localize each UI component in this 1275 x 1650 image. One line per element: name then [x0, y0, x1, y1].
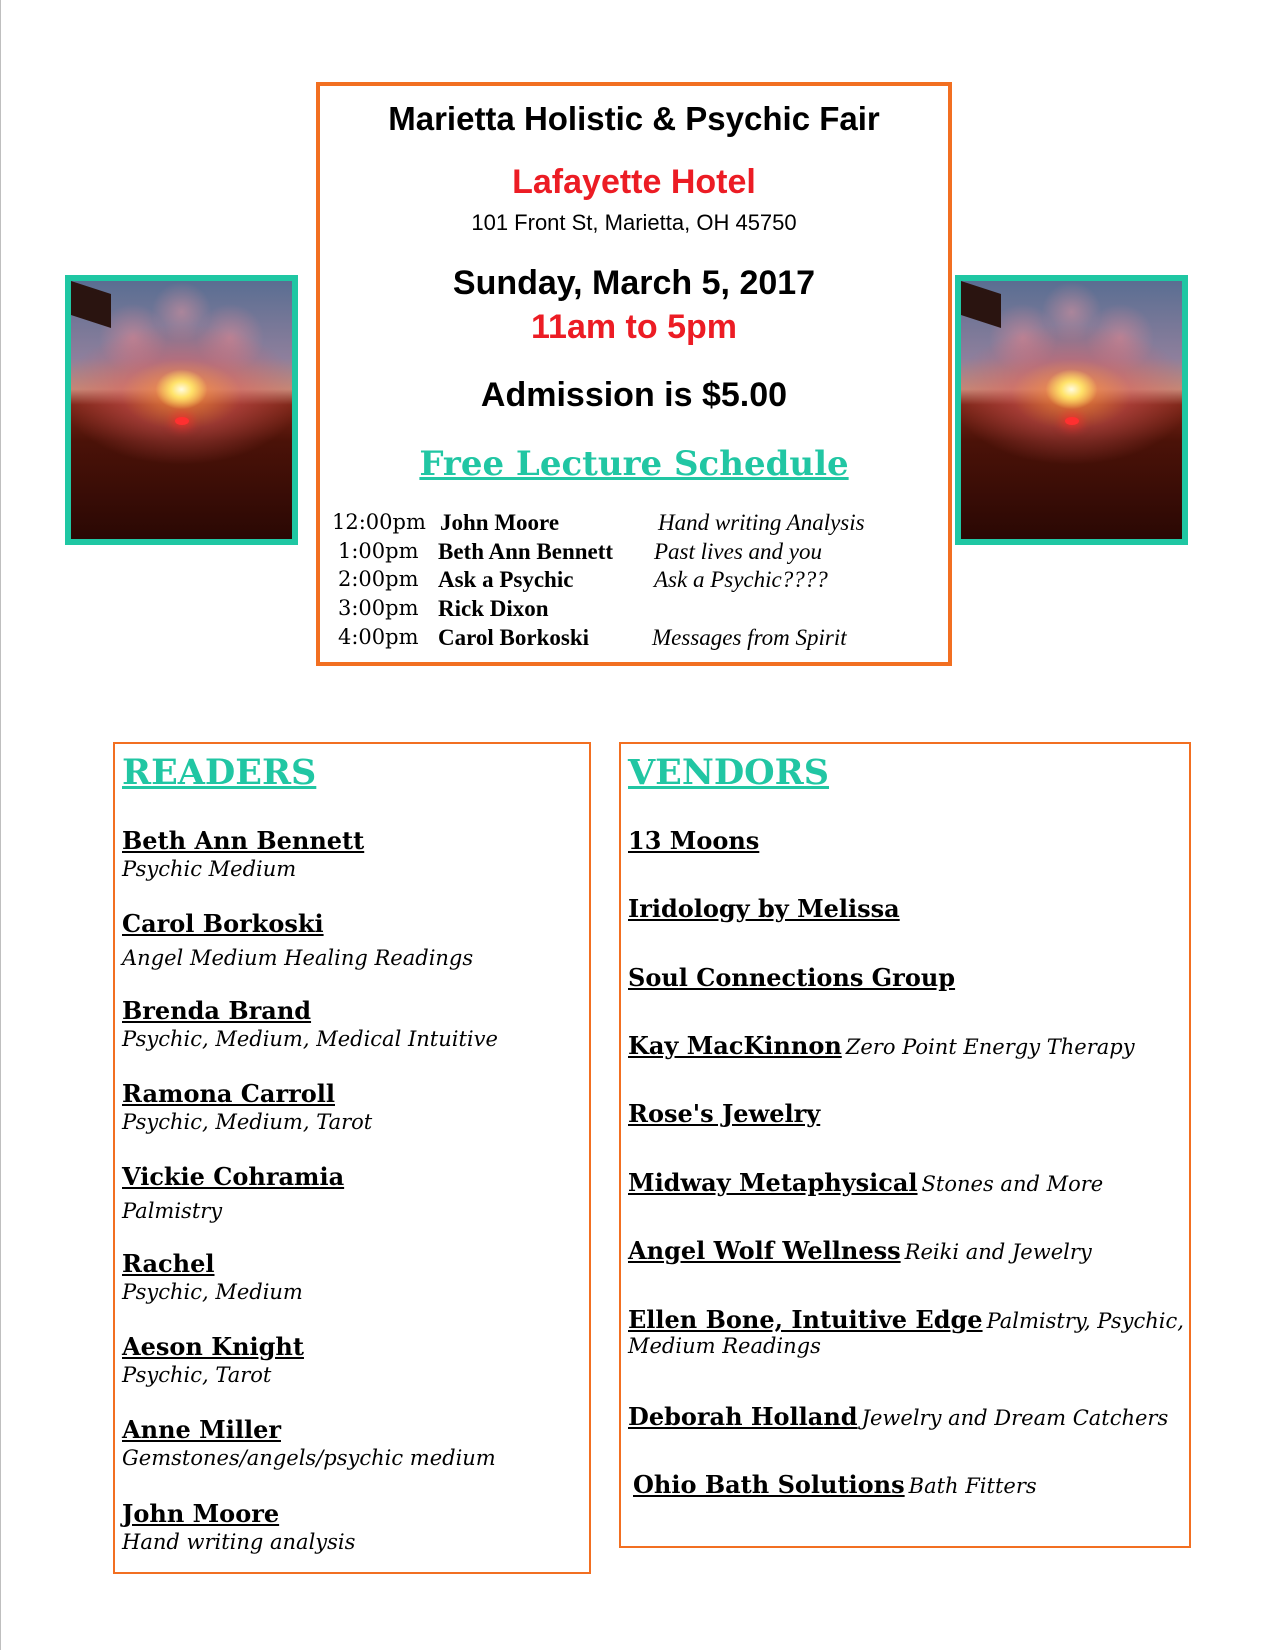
vendor-entry	[628, 1402, 1168, 1431]
reader-name: Brenda Brand	[122, 996, 312, 1025]
sunset-photo-right	[955, 275, 1188, 545]
reader-name: Carol Borkoski	[122, 909, 324, 938]
event-date: Sunday, March 5, 2017	[452, 264, 816, 302]
vendor-entry	[628, 1031, 1135, 1060]
lecture-topic: Hand writing Analysis	[658, 510, 865, 535]
vendor-name: 13 Moons	[628, 826, 760, 855]
reader-name: Aeson Knight	[122, 1332, 304, 1361]
reader-name: Anne Miller	[122, 1415, 281, 1444]
sunset-photo-left	[65, 275, 298, 545]
lecture-row	[320, 567, 948, 595]
lecture-speaker: Beth Ann Bennett	[438, 539, 614, 564]
reader-entry	[122, 909, 473, 970]
reader-description: Gemstones/angels/psychic medium	[122, 1446, 496, 1470]
reader-description: Palmistry	[122, 1199, 223, 1223]
lecture-row	[320, 625, 948, 653]
lecture-time: 2:00pm	[338, 567, 419, 591]
vendor-name: Rose's Jewelry	[628, 1099, 821, 1128]
lecture-time: 12:00pm	[332, 510, 426, 534]
vendors-box	[619, 742, 1191, 1548]
lecture-topic: Past lives and you	[654, 539, 822, 564]
reader-name: John Moore	[122, 1499, 280, 1528]
lecture-time: 1:00pm	[338, 539, 419, 563]
readers-box	[113, 742, 591, 1574]
reader-description: Psychic Medium	[122, 857, 297, 881]
vendor-entry	[628, 1305, 1184, 1358]
reader-name: Vickie Cohramia	[122, 1162, 345, 1191]
admission-price: Admission is $5.00	[480, 376, 788, 414]
vendor-entry	[628, 894, 900, 923]
reader-name: Beth Ann Bennett	[122, 826, 365, 855]
vendor-entry	[628, 963, 955, 992]
vendor-name: Kay MacKinnon	[628, 1031, 842, 1060]
vendor-name: Midway Metaphysical	[628, 1168, 918, 1197]
page-edge-line	[0, 0, 1, 1650]
vendor-name: Angel Wolf Wellness	[628, 1236, 901, 1265]
reader-entry	[122, 1332, 304, 1387]
readers-heading: READERS	[122, 752, 317, 793]
reader-entry	[122, 1415, 496, 1470]
reader-entry	[122, 1162, 344, 1223]
vendor-description-continued: Medium Readings	[628, 1334, 821, 1358]
lecture-schedule-title: Free Lecture Schedule	[419, 444, 849, 484]
event-hours: 11am to 5pm	[531, 308, 737, 346]
reader-name: Rachel	[122, 1249, 215, 1278]
reader-description: Psychic, Medium, Tarot	[122, 1110, 373, 1134]
vendor-name: Deborah Holland	[628, 1402, 858, 1431]
lecture-topic: Messages from Spirit	[652, 625, 847, 650]
vendor-description: Zero Point Energy Therapy	[845, 1035, 1135, 1059]
vendor-entry	[628, 1236, 1092, 1265]
vendor-name: Ohio Bath Solutions	[633, 1470, 905, 1499]
lecture-time: 4:00pm	[338, 625, 419, 649]
vendor-description: Stones and More	[921, 1172, 1104, 1196]
vendor-name: Soul Connections Group	[628, 963, 956, 992]
reader-description: Psychic, Medium	[122, 1280, 303, 1304]
vendor-entry	[628, 826, 759, 855]
vendor-entry	[628, 1099, 820, 1128]
lecture-row	[320, 596, 948, 624]
venue-name: Lafayette Hotel	[512, 163, 756, 201]
reader-entry	[122, 996, 498, 1051]
reader-entry	[122, 1499, 355, 1554]
vendor-description: Bath Fitters	[908, 1474, 1037, 1498]
reader-entry	[122, 1079, 372, 1134]
lecture-speaker: Ask a Psychic	[438, 567, 574, 592]
vendor-description: Palmistry, Psychic,	[986, 1309, 1184, 1333]
lecture-topic: Ask a Psychic????	[654, 567, 828, 592]
lecture-time: 3:00pm	[338, 596, 419, 620]
lecture-speaker: Carol Borkoski	[438, 625, 590, 650]
vendor-description: Jewelry and Dream Catchers	[861, 1406, 1169, 1430]
venue-address: 101 Front St, Marietta, OH 45750	[471, 210, 797, 235]
lecture-row	[320, 510, 948, 538]
reader-description: Angel Medium Healing Readings	[122, 946, 474, 970]
reader-description: Psychic, Tarot	[122, 1363, 272, 1387]
lecture-row	[320, 539, 948, 567]
event-title: Marietta Holistic & Psychic Fair	[388, 100, 880, 137]
vendors-heading: VENDORS	[628, 752, 830, 793]
reader-description: Psychic, Medium, Medical Intuitive	[122, 1027, 498, 1051]
vendor-entry	[633, 1470, 1037, 1499]
reader-description: Hand writing analysis	[122, 1530, 356, 1554]
vendor-name: Ellen Bone, Intuitive Edge	[628, 1305, 983, 1334]
lecture-speaker: Rick Dixon	[438, 596, 549, 621]
reader-entry	[122, 826, 364, 881]
vendor-description: Reiki and Jewelry	[904, 1240, 1092, 1264]
vendor-entry	[628, 1168, 1103, 1197]
lecture-speaker: John Moore	[440, 510, 560, 535]
event-info-box	[316, 82, 952, 666]
vendor-name: Iridology by Melissa	[628, 894, 900, 923]
reader-name: Ramona Carroll	[122, 1079, 335, 1108]
reader-entry	[122, 1249, 303, 1304]
